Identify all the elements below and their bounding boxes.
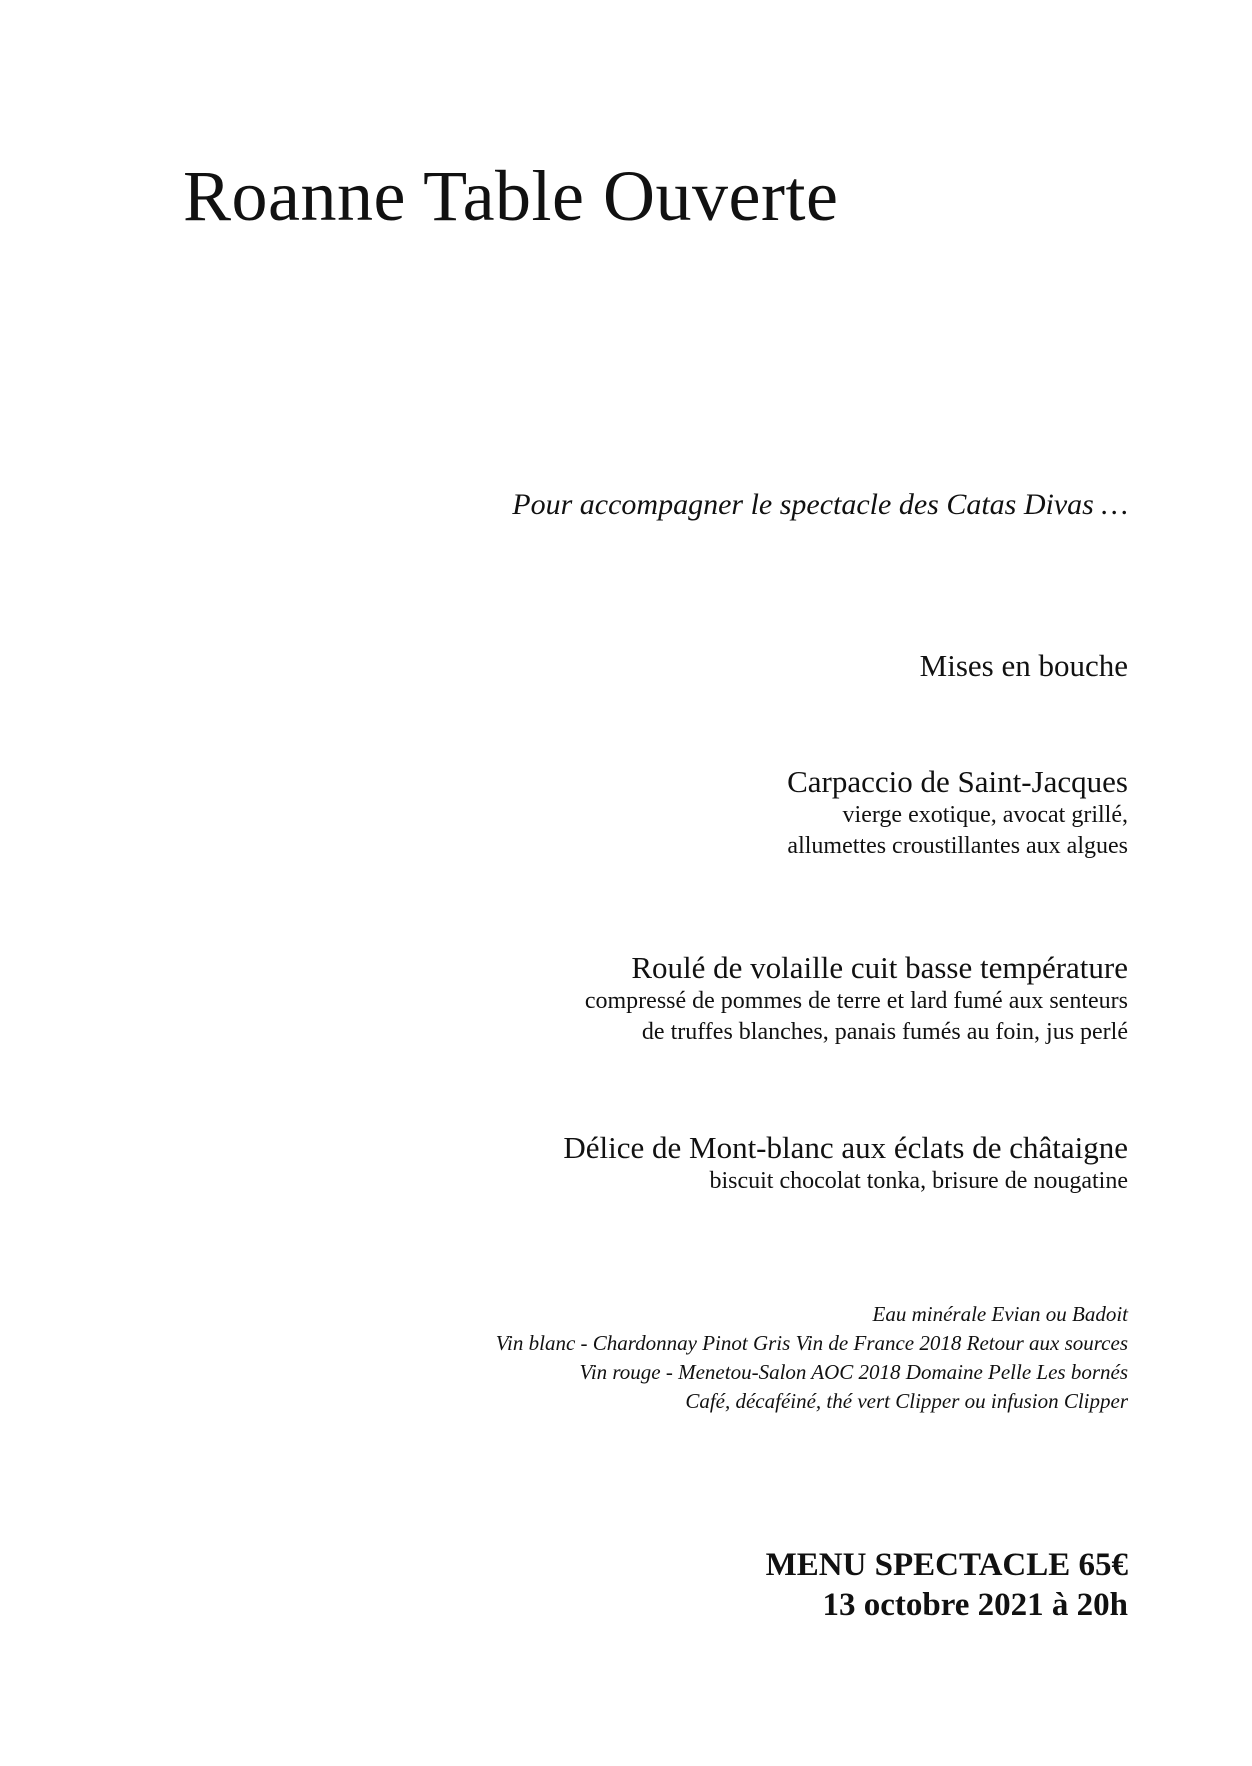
drink-item: Vin blanc - Chardonnay Pinot Gris Vin de France 2018 Retour aux sources — [495, 1331, 1128, 1355]
course-carpaccio — [787, 764, 1128, 862]
course-title: Carpaccio de Saint-Jacques — [787, 764, 1128, 799]
course-title: Mises en bouche — [919, 648, 1128, 683]
course-title: Roulé de volaille cuit basse température — [631, 950, 1128, 985]
course-description: allumettes croustillantes aux algues — [787, 833, 1128, 859]
course-description: vierge exotique, avocat grillé, — [842, 802, 1128, 828]
course-roule-de-volaille — [585, 950, 1128, 1048]
course-description: compressé de pommes de terre et lard fumé aux senteurs — [584, 988, 1128, 1014]
drink-item: Café, décaféiné, thé vert Clipper ou infusion Clipper — [685, 1389, 1128, 1413]
menu-footer — [766, 1545, 1128, 1625]
intro-text: Pour accompagner le spectacle des Catas Divas … — [512, 488, 1128, 521]
event-date: 13 octobre 2021 à 20h — [822, 1587, 1128, 1623]
course-delice-mont-blanc — [563, 1130, 1128, 1197]
menu-price: MENU SPECTACLE 65€ — [765, 1547, 1128, 1583]
course-description: biscuit chocolat tonka, brisure de nougatine — [709, 1168, 1128, 1194]
course-description: de truffes blanches, panais fumés au foin, jus perlé — [641, 1019, 1128, 1045]
drinks-list — [496, 1300, 1128, 1416]
course-mises-en-bouche — [920, 648, 1128, 684]
course-title: Délice de Mont-blanc aux éclats de châtaigne — [563, 1130, 1128, 1165]
drink-item: Eau minérale Evian ou Badoit — [872, 1302, 1128, 1326]
restaurant-title: Roanne Table Ouverte — [183, 156, 839, 236]
drink-item: Vin rouge - Menetou-Salon AOC 2018 Domaine Pelle Les bornés — [579, 1360, 1128, 1384]
